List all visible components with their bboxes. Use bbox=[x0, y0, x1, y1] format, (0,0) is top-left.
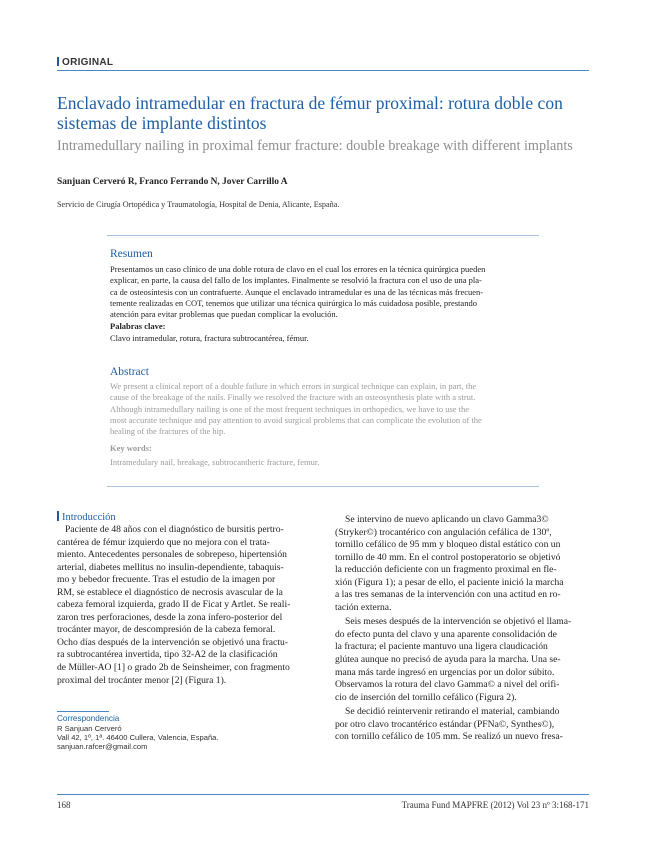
intro-line: proximal del trocánter menor [2] (Figura 1). bbox=[57, 674, 227, 686]
paragraph bbox=[335, 706, 588, 744]
footer-rule bbox=[57, 794, 589, 795]
authors: Sanjuan Cerveró R, Franco Ferrando N, Jover Carrillo A bbox=[57, 177, 288, 187]
body-line: cio de inserción del tornillo cefálico (Figura 2). bbox=[335, 691, 517, 703]
body-line: a las tres semanas de la intervención con una actitud en ro- bbox=[335, 589, 561, 601]
body-line: mana más tarde ingresó en urgencias por un dolor súbito. bbox=[335, 666, 555, 678]
abstract-line: healing of the fractures of the hip. bbox=[110, 426, 226, 437]
resumen-line: ca de osteosíntesis con un contrafuerte. Aunque el enclavado intramedular es una de las técnicas más frecuen- bbox=[110, 286, 484, 297]
intro-left-column bbox=[57, 524, 311, 687]
abstract-keywords-label: Key words: bbox=[110, 443, 152, 453]
abstract-text bbox=[110, 381, 538, 437]
resumen-line: temente realizadas en COT, tenemos que utilizar una técnica quirúrgica lo más cuidadosa posible, prestando bbox=[110, 297, 477, 308]
intro-line: cantérea de fémur izquierdo que no mejora con el trata- bbox=[57, 536, 270, 548]
body-line: por otro clavo trocantérico estándar (PFNa©, Synthes©), bbox=[335, 718, 555, 730]
intro-line: Paciente de 48 años con el diagnóstico de bursitis pertro- bbox=[65, 524, 284, 535]
intro-line: trocánter mayor, de descompresión de la cabeza femoral. bbox=[57, 624, 276, 636]
journal-citation: Trauma Fund MAPFRE (2012) Vol 23 nº 3:168-171 bbox=[401, 800, 589, 810]
correspondence-rule bbox=[57, 711, 109, 712]
correspondence-address: Vall 42, 1º, 1ª. 46400 Cullera, Valencia, España. bbox=[57, 733, 219, 742]
intro-line: arterial, diabetes mellitus no insulin-dependiente, tabaquis- bbox=[57, 561, 284, 573]
section-marker bbox=[57, 511, 59, 521]
intro-right-column bbox=[335, 514, 588, 744]
resumen-line: atención para evitar problemas que puedan complicar la evolución. bbox=[110, 309, 338, 320]
abstract-keywords: Intramedulary nail, breakage, subtrocantheric fracture, femur. bbox=[110, 457, 320, 467]
page-number: 168 bbox=[57, 800, 71, 810]
body-line: con tornillo cefálico de 105 mm. Se realizó un nuevo fresa- bbox=[335, 731, 563, 743]
resumen-line: Presentamos un caso clínico de una doble rotura de clavo en el cual los errores en la técnica quirúrgica pueden bbox=[110, 264, 486, 274]
intro-line: zaron tres perforaciones, desde la zona ínfero-posterior del bbox=[57, 611, 283, 623]
abstract-box-bottom-rule bbox=[107, 486, 539, 487]
intro-line: cabeza femoral izquierda, grado II de Ficat y Artlet. Se reali- bbox=[57, 599, 291, 611]
section-marker bbox=[57, 57, 59, 66]
intro-line: de Müller-AO [1] o grado 2b de Seinsheimer, con fragmento bbox=[57, 662, 290, 674]
body-line: Se decidió reintervenir retirando el material, cambiando bbox=[345, 706, 560, 718]
abstract-heading: Abstract bbox=[110, 366, 149, 378]
body-line: tornillo de 40 mm. En el control postoperatorio se objetivó bbox=[335, 551, 561, 563]
body-line: Se intervino de nuevo aplicando un clavo Gamma3© bbox=[345, 514, 549, 525]
intro-line: mo y bebedor frecuente. Tras el estudio de la imagen por bbox=[57, 574, 276, 586]
body-line: tación externa. bbox=[335, 601, 392, 613]
intro-line: ra subtrocantérea invertida, tipo 32-A2 de la clasificación bbox=[57, 649, 278, 661]
body-line: la reducción deficiente con un fragmento proximal en fle- bbox=[335, 564, 557, 576]
resumen-keywords-label: Palabras clave: bbox=[110, 321, 166, 331]
intro-line: miento. Antecedentes personales de sobrepeso, hipertensión bbox=[57, 549, 287, 561]
section-label: ORIGINAL bbox=[57, 57, 113, 68]
header-rule bbox=[57, 70, 589, 71]
article-title-spanish: Enclavado intramedular en fractura de fémur proximal: rotura doble con sistemas de implante distintos bbox=[57, 93, 563, 133]
body-line: la fractura; el paciente mantuvo una ligera claudicación bbox=[335, 641, 548, 653]
resumen-heading: Resumen bbox=[110, 248, 153, 260]
body-line: glútea aunque no precisó de ayuda para la marcha. Una se- bbox=[335, 654, 561, 666]
resumen-keywords: Clavo intramedular, rotura, fractura subtrocantérea, fémur. bbox=[110, 333, 309, 343]
affiliation: Servicio de Cirugía Ortopédica y Traumatología, Hospital de Denia, Alicante, España. bbox=[57, 200, 340, 209]
paragraph bbox=[335, 616, 588, 704]
body-line: do efecto punta del clavo y una aparente consolidación de bbox=[335, 628, 557, 640]
intro-line: RM, se establece el diagnóstico de necrosis avascular de la bbox=[57, 586, 283, 598]
correspondence-name: R Sanjuan Cerveró bbox=[57, 724, 122, 733]
introduction-heading: Introducción bbox=[57, 511, 116, 523]
body-line: (Stryker©) trocantérico con angulación cefálica de 130º, bbox=[335, 526, 552, 538]
paragraph bbox=[335, 514, 588, 614]
correspondence-email[interactable]: sanjuan.rafcer@gmail.com bbox=[57, 742, 148, 751]
abstract-line: most accurate technique and pay attention to avoid surgical problems that can complicate the evolution of the bbox=[110, 414, 482, 425]
body-line: xión (Figura 1); a pesar de ello, el paciente inició la marcha bbox=[335, 576, 564, 588]
abstract-line: We present a clinical report of a double failure in which errors in surgical technique can explain, in part, the bbox=[110, 381, 477, 391]
resumen-line: explicar, en parte, la causa del fallo de los implantes. Finalmente se resolvió la fractura con el uso de una pla- bbox=[110, 275, 482, 286]
body-line: tornillo cefálico de 95 mm y bloqueo distal estático con un bbox=[335, 539, 561, 551]
abstract-box-top-rule bbox=[107, 235, 539, 236]
intro-line: Ocho días después de la intervención se objetivó una fractu- bbox=[57, 636, 288, 648]
abstract-line: Although intramedullary nailing is one of the most frequent techniques in orthopedics, we have to use the bbox=[110, 403, 470, 414]
correspondence-title: Correspondencia bbox=[57, 714, 120, 723]
body-line: Seis meses después de la intervención se objetivó el llama- bbox=[345, 616, 572, 628]
article-title-english: Intramedullary nailing in proximal femur fracture: double breakage with different implants bbox=[57, 138, 573, 154]
body-line: Observamos la rotura del clavo Gamma© a nivel del orifi- bbox=[335, 679, 560, 691]
abstract-line: cause of the breakage of the nails. Finally we resolved the fracture with an osteosynthesis plate with a strut. bbox=[110, 392, 476, 403]
resumen-text bbox=[110, 264, 538, 320]
